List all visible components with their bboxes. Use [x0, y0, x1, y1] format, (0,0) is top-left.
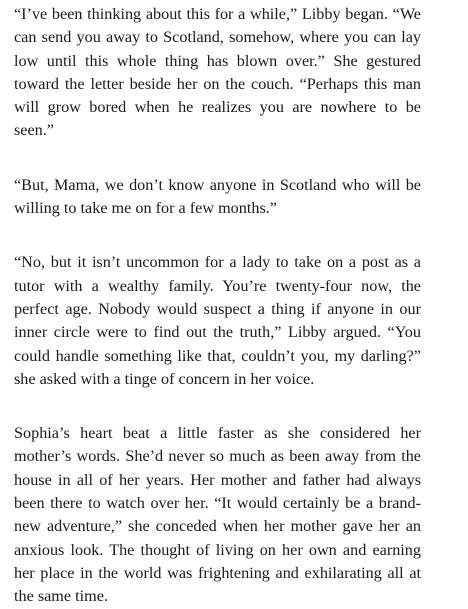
document-page	[14, 3, 421, 609]
paragraph-4: Sophia’s heart beat a little faster as she considered her mother’s words. She’d never so much as been away from the house in all of her years. Her mother and father had always been there to watch over her. “It would certainly be a brand-new adventure,” she conceded when her mother gave her an anxious look. The thought of living on her own and earning her place in the world was frightening and exhilarating all at the same time.	[14, 424, 421, 606]
paragraph-2: “But, Mama, we don’t know anyone in Scotland who will be willing to take me on for a few months.”	[14, 175, 421, 218]
paragraph-3: “No, but it isn’t uncommon for a lady to take on a post as a tutor with a wealthy family. You’re twenty-four now, the perfect age. Nobody would suspect a thing if anyone in our inner circle were to find out the truth,” Libby argued. “You could handle something like that, couldn’t you, my darling?” she asked with a tinge of concern in her voice.	[14, 253, 421, 388]
paragraph-1: “I’ve been thinking about this for a while,” Libby began. “We can send you away to Scotland, somehow, where you can lay low until this whole thing has blown over.” She gestured toward the letter beside her on the couch. “Perhaps this man will grow bored when he realizes you are nowhere to be seen.”	[14, 5, 421, 140]
